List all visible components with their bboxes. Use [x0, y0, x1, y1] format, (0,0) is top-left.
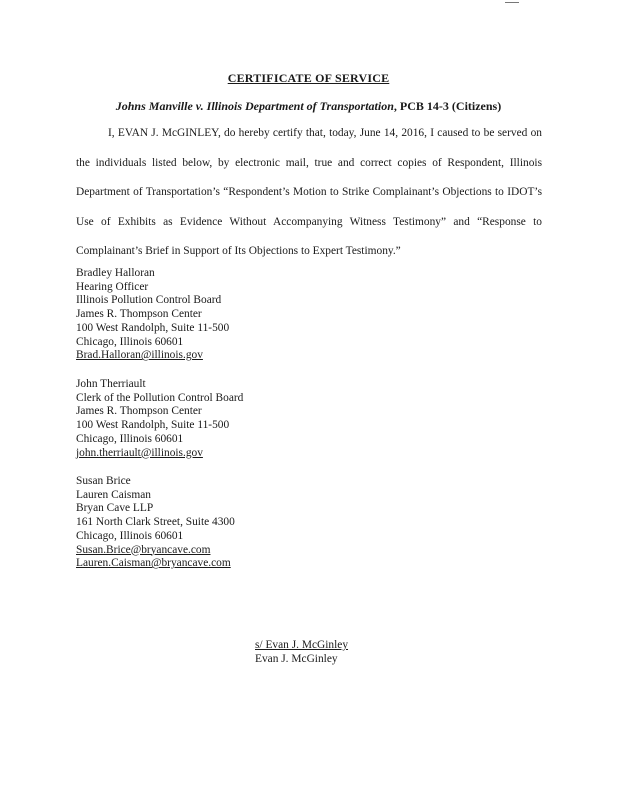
printed-signer-name: Evan J. McGinley: [255, 652, 338, 665]
recipient-email-link[interactable]: Susan.Brice@bryancave.com: [76, 543, 211, 556]
recipient-street: 100 West Randolph, Suite 11-500: [76, 321, 230, 334]
certificate-title: CERTIFICATE OF SERVICE: [227, 71, 390, 85]
recipient-name: Susan Brice: [76, 475, 131, 487]
recipient-name: Lauren Caisman: [76, 488, 151, 501]
page-edge-mark: [505, 2, 519, 3]
recipient-building: James R. Thompson Center: [76, 308, 202, 321]
recipient-email-link[interactable]: Brad.Halloran@illinois.gov: [76, 349, 203, 362]
service-recipient-therriault: [76, 378, 376, 460]
case-number: , PCB 14-3 (Citizens): [393, 99, 502, 113]
recipient-street: 161 North Clark Street, Suite 4300: [76, 516, 235, 529]
case-caption: [0, 99, 617, 114]
recipient-street: 100 West Randolph, Suite 11-500: [76, 419, 230, 432]
case-name: Johns Manville v. Illinois Department of Transportation: [115, 99, 394, 113]
recipient-title: Clerk of the Pollution Control Board: [76, 391, 244, 404]
service-recipient-bryan-cave: [76, 475, 376, 571]
electronic-signature: s/ Evan J. McGinley: [255, 639, 349, 651]
recipient-name: John Therriault: [76, 378, 146, 390]
recipient-city: Chicago, Illinois 60601: [76, 529, 184, 542]
recipient-city: Chicago, Illinois 60601: [76, 432, 184, 445]
recipient-organization: Illinois Pollution Control Board: [76, 294, 222, 307]
service-recipient-halloran: [76, 267, 376, 363]
recipient-name: Bradley Halloran: [76, 267, 155, 279]
recipient-building: James R. Thompson Center: [76, 405, 202, 418]
signature-block: [255, 639, 348, 666]
certification-text: I, EVAN J. McGINLEY, do hereby certify that, today, June 14, 2016, I caused to be served on the individuals listed below, by electronic mail, true and correct copies of Respondent, Illinois Department of Transportation’s “Respondent’s Motion to Strike Complainant’s Objections to IDOT’s Use of Exhibits as Evidence Without Accompanying Witness Testimony” and “Response to Complainant’s Brief in Support of Its Objections to Expert Testimony.”: [76, 127, 542, 258]
recipient-title: Hearing Officer: [76, 280, 149, 293]
recipient-email-link[interactable]: john.therriault@illinois.gov: [76, 446, 203, 459]
certification-paragraph: [76, 119, 542, 267]
recipient-email-link[interactable]: Lauren.Caisman@bryancave.com: [76, 557, 231, 570]
recipient-firm: Bryan Cave LLP: [76, 502, 154, 515]
recipient-city: Chicago, Illinois 60601: [76, 335, 184, 348]
